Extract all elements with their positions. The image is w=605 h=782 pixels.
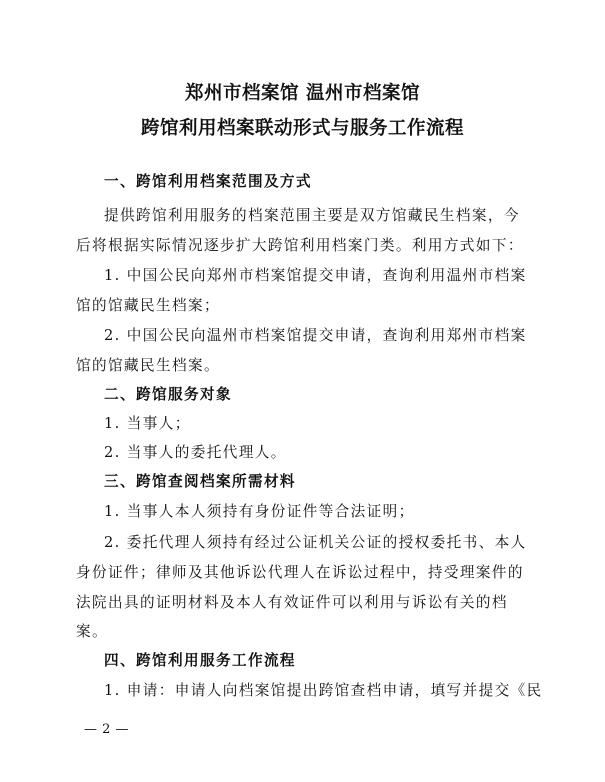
paragraph-line: 馆的馆藏民生档案。	[76, 357, 220, 374]
section-heading-required-materials: 三、跨馆查阅档案所需材料	[104, 473, 296, 490]
page-number: — 2 —	[84, 722, 130, 737]
paragraph-line: 1. 当事人本人须持有身份证件等合法证明；	[104, 503, 415, 520]
paragraph-line: 2. 委托代理人须持有经过公证机关公证的授权委托书、本人	[104, 534, 527, 551]
paragraph-line: 1. 申请：申请人向档案馆提出跨馆查档申请，填写并提交《民	[104, 682, 543, 699]
paragraph-line: 馆的馆藏民生档案；	[76, 297, 220, 314]
document-title-line1: 郑州市档案馆 温州市档案馆	[185, 83, 420, 104]
document-title-line2: 跨馆利用档案联动形式与服务工作流程	[140, 118, 464, 139]
paragraph-line: 案。	[76, 623, 108, 640]
section-heading-scope: 一、跨馆利用档案范围及方式	[104, 173, 312, 190]
paragraph-line: 1. 当事人；	[104, 415, 191, 432]
paragraph-line: 后将根据实际情况逐步扩大跨馆利用档案门类。利用方式如下：	[76, 237, 524, 254]
paragraph-line: 提供跨馆利用服务的档案范围主要是双方馆藏民生档案，今	[104, 207, 520, 224]
paragraph-line: 2. 当事人的委托代理人。	[104, 444, 287, 461]
section-heading-workflow: 四、跨馆利用服务工作流程	[104, 652, 296, 669]
section-heading-service-targets: 二、跨馆服务对象	[104, 386, 232, 403]
paragraph-line: 2. 中国公民向温州市档案馆提交申请，查询利用郑州市档案	[104, 327, 527, 344]
paragraph-line: 1. 中国公民向郑州市档案馆提交申请，查询利用温州市档案	[104, 267, 527, 284]
paragraph-line: 法院出具的证明材料及本人有效证件可以利用与诉讼有关的档	[76, 594, 508, 611]
paragraph-line: 身份证件；律师及其他诉讼代理人在诉讼过程中，持受理案件的	[76, 564, 524, 581]
